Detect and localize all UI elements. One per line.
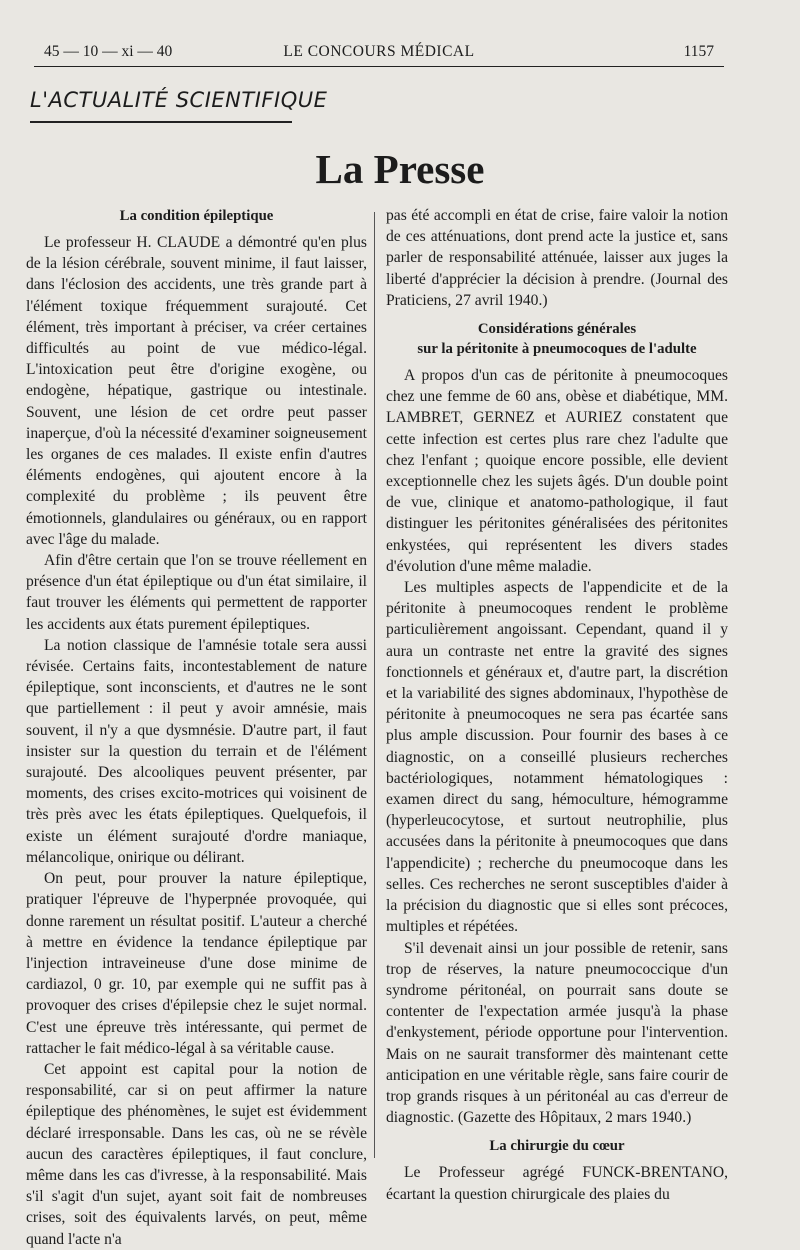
column-divider <box>374 212 375 1158</box>
heading-line: sur la péritonite à pneumocoques de l'adulte <box>417 341 697 358</box>
paragraph: On peut, pour prouver la nature épileptique, pratiquer l'épreuve de l'hyperpnée provoquée, qui donne rarement un résultat positif. L'auteur a cherché à mettre en évidence la tendance épileptique par l'injection intraveineuse d'une dose minime de cardiazol, 0 gr. 10, par exemple qui ne suffit pas à provoquer des crises d'épilepsie chez le sujet normal. C'est une épreuve très intéressante, qui permet de rattacher le fait médico-légal à sa véritable cause. <box>26 870 367 1057</box>
issue-date: 45 — 10 — xi — 40 <box>44 43 173 60</box>
paragraph: Les multiples aspects de l'appendicite et de la péritonite à pneumocoques rendent le problème particulièrement angoissant. Cependant, quand il y aura un contraste net entre la gravité des signes fonctionnels et généraux et, d'autre part, la discrétion et la variabilité des signes abdominaux, l'hypothèse de péritonite à pneumocoques ne sera pas écartée sans plus ample discussion. Pour fournir des bases à ce diagnostic, on a conseillé plusieurs recherches bactériologiques, notamment hématologiques : examen direct du sang, hémoculture, hémogramme (hyperleucocytose, et surtout neutrophilie, plus accusées dans la péritonite à pneumocoques que dans l'appendicite) ; recherche du pneumocoque dans les selles. Ces recherches ne seront susceptibles d'aider à la précision du diagnostic que si elles sont précoces, multiples et répétées. <box>386 579 728 936</box>
page-number: 1157 <box>683 43 714 60</box>
paragraph: Le Professeur agrégé FUNCK-BRENTANO, écartant la question chirurgicale des plaies du <box>386 1164 728 1203</box>
running-header <box>34 40 724 67</box>
paragraph: A propos d'un cas de péritonite à pneumocoques chez une femme de 60 ans, obèse et diabétique, MM. LAMBRET, GERNEZ et AURIEZ constatent que cette infection est certes plus rare chez l'adulte que chez l'enfant ; quoique encore possible, elle devient exceptionnelle chez les sujets âgés. D'un double point de vue, clinique et anatomo-pathologique, il faut distinguer les péritonites généralisées des péritonites enkystées, qui représentent les divers stades d'évolution d'une même maladie. <box>386 367 728 575</box>
left-column <box>26 205 367 1250</box>
journal-name: LE CONCOURS MÉDICAL <box>283 43 475 60</box>
article-heading-heart-surgery: La chirurgie du cœur <box>489 1138 625 1155</box>
paragraph-continuation: pas été accompli en état de crise, faire valoir la notion de ces atténuations, dont prend acte la justice et, sans parler de responsabilité atténuée, laisser aux juges la liberté d'apprécier la décision à prendre. (Journal des Praticiens, 27 avril 1940.) <box>386 207 728 309</box>
heading-line: Considérations générales <box>477 321 637 338</box>
page-title: La Presse <box>315 146 485 192</box>
section-rule <box>30 121 292 123</box>
article-heading-peritonitis <box>386 319 728 359</box>
paragraph: La notion classique de l'amnésie totale sera aussi révisée. Certains faits, incontestablement de nature épileptique, sont inconscients, et d'autres ne le sont que partiellement : il peut y avoir amnésie, mais souvent, il n'y a que dysmnésie. D'autre part, il faut insister sur la question du terrain et de l'élément surajouté. Des alcooliques peuvent présenter, par moments, des crises excito-motrices qui voisinent de très près avec les états épileptiques. Quelquefois, il existe un élément surajouté d'ordre maniaque, mélancolique, onirique ou délirant. <box>26 636 367 866</box>
paragraph: Le professeur H. CLAUDE a démontré qu'en plus de la lésion cérébrale, souvent minime, il faut laisser, dans l'éclosion des accidents, une très grande part à l'élément toxique fréquemment surajouté. Cet élément, très important à préciser, va créer certaines difficultés au point de vue médico-légal. L'intoxication peut être d'origine exogène, ou endogène, hépatique, gastrique ou intestinale. Souvent, une lésion de cet ordre peut passer inaperçue, d'où la nécessité d'examiner soigneusement les organes de ces malades. Il existe enfin d'autres éléments endogènes, qui ajoutent encore à la complexité du problème ; ils peuvent être émotionnels, glandulaires ou généraux, ou en rapport avec l'âge du malade. <box>26 234 367 548</box>
paragraph: Afin d'être certain que l'on se trouve réellement en présence d'un état épileptique ou d'un état similaire, il faut trouver les éléments qui permettent de rapporter les accidents aux états purement épileptiques. <box>26 552 367 633</box>
paragraph: S'il devenait ainsi un jour possible de retenir, sans trop de réserves, la nature pneumococcique d'un syndrome péritonéal, on pourrait sans doute se contenter de l'expectation armée jusqu'à la phase d'enkystement, période opportune pour l'intervention. Mais on ne saurait transformer dès maintenant cette anticipation en une véritable règle, sans faire courir de trop grands risques à un péritonéal au cas d'erreur de diagnostic. (Gazette des Hôpitaux, 2 mars 1940.) <box>386 939 728 1127</box>
right-column <box>386 205 728 1205</box>
paragraph: Cet appoint est capital pour la notion de responsabilité, car si on peut affirmer la nature épileptique des phénomènes, le sujet est évidemment déclaré irresponsable. Dans les cas, où ne se révèle aucun des caractères épileptiques, il faut conclure, même dans les cas d'ivresse, à la responsabilité. Mais s'il s'agit d'un sujet, ayant soit fait de nombreuses crises, soit des équivalents larvés, on peut, même quand l'acte n'a <box>26 1060 367 1248</box>
section-label: L'ACTUALITÉ SCIENTIFIQUE <box>30 88 328 112</box>
article-heading-epilepsy: La condition épileptique <box>119 208 274 224</box>
